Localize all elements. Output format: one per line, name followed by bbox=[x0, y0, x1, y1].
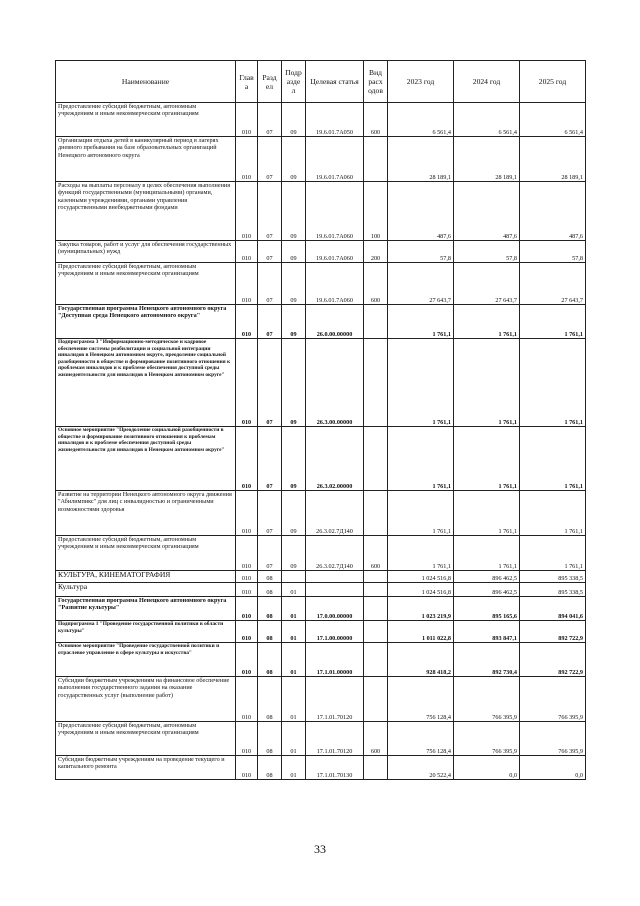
row-podrazdel: 09 bbox=[282, 263, 306, 305]
row-vid bbox=[364, 643, 388, 677]
row-vid: 100 bbox=[364, 182, 388, 241]
row-2024: 1 761,1 bbox=[454, 427, 520, 491]
row-name: Предоставление субсидий бюджетным, автономным учреждениям и иным некоммерческим организациям bbox=[56, 103, 236, 137]
row-glava: 010 bbox=[236, 536, 258, 571]
row-vid bbox=[364, 491, 388, 536]
row-podrazdel: 09 bbox=[282, 427, 306, 491]
table-row bbox=[56, 756, 586, 780]
row-glava: 010 bbox=[236, 756, 258, 780]
row-glava: 010 bbox=[236, 241, 258, 263]
row-vid bbox=[364, 756, 388, 780]
row-2025: 895 338,5 bbox=[520, 571, 586, 583]
header-glava: Глав а bbox=[236, 61, 258, 103]
row-2024: 1 761,1 bbox=[454, 305, 520, 339]
row-article: 26.3.02.7Д140 bbox=[306, 536, 364, 571]
row-2023: 1 761,1 bbox=[388, 305, 454, 339]
row-article: 19.6.01.7А050 bbox=[306, 103, 364, 137]
row-article: 17.1.01.70130 bbox=[306, 756, 364, 780]
row-glava: 010 bbox=[236, 597, 258, 621]
table-row bbox=[56, 103, 586, 137]
row-razdel: 07 bbox=[258, 241, 282, 263]
row-vid bbox=[364, 571, 388, 583]
row-vid bbox=[364, 621, 388, 643]
row-2023: 28 189,1 bbox=[388, 137, 454, 182]
row-razdel: 07 bbox=[258, 263, 282, 305]
row-vid: 600 bbox=[364, 722, 388, 756]
table-row bbox=[56, 339, 586, 427]
row-name: Закупка товаров, работ и услуг для обеспечения государственных (муниципальных) нужд bbox=[56, 241, 236, 263]
table-row bbox=[56, 722, 586, 756]
header-vid: Вид расх одов bbox=[364, 61, 388, 103]
row-article: 17.1.01.70120 bbox=[306, 722, 364, 756]
row-2024: 893 847,1 bbox=[454, 621, 520, 643]
row-podrazdel: 01 bbox=[282, 677, 306, 722]
row-article: 19.6.01.7А060 bbox=[306, 182, 364, 241]
row-2023: 1 024 516,8 bbox=[388, 583, 454, 597]
row-podrazdel: 09 bbox=[282, 491, 306, 536]
header-article: Целевая статья bbox=[306, 61, 364, 103]
row-name: Субсидии бюджетным учреждениям на финансовое обеспечение выполнения государственного задания на оказание государственных услуг (выполнение работ) bbox=[56, 677, 236, 722]
row-glava: 010 bbox=[236, 621, 258, 643]
row-2023: 487,6 bbox=[388, 182, 454, 241]
row-razdel: 07 bbox=[258, 182, 282, 241]
row-name: КУЛЬТУРА, КИНЕМАТОГРАФИЯ bbox=[56, 571, 236, 583]
row-razdel: 07 bbox=[258, 305, 282, 339]
row-razdel: 08 bbox=[258, 643, 282, 677]
row-podrazdel bbox=[282, 571, 306, 583]
row-2025: 487,6 bbox=[520, 182, 586, 241]
row-podrazdel: 09 bbox=[282, 536, 306, 571]
row-article: 26.3.00.00000 bbox=[306, 339, 364, 427]
row-razdel: 07 bbox=[258, 339, 282, 427]
row-glava: 010 bbox=[236, 427, 258, 491]
row-vid bbox=[364, 583, 388, 597]
row-vid: 600 bbox=[364, 263, 388, 305]
row-podrazdel: 09 bbox=[282, 241, 306, 263]
row-2024: 766 395,9 bbox=[454, 677, 520, 722]
row-2025: 27 643,7 bbox=[520, 263, 586, 305]
row-vid bbox=[364, 339, 388, 427]
row-2024: 892 730,4 bbox=[454, 643, 520, 677]
row-2025: 766 395,9 bbox=[520, 677, 586, 722]
row-2025: 1 761,1 bbox=[520, 305, 586, 339]
row-vid bbox=[364, 305, 388, 339]
row-2023: 928 418,2 bbox=[388, 643, 454, 677]
row-2024: 28 189,1 bbox=[454, 137, 520, 182]
table-row bbox=[56, 305, 586, 339]
row-razdel: 07 bbox=[258, 103, 282, 137]
table-row bbox=[56, 491, 586, 536]
row-article: 26.0.00.00000 bbox=[306, 305, 364, 339]
row-article bbox=[306, 583, 364, 597]
row-2023: 1 761,1 bbox=[388, 536, 454, 571]
row-2023: 1 761,1 bbox=[388, 491, 454, 536]
table-row bbox=[56, 427, 586, 491]
row-glava: 010 bbox=[236, 722, 258, 756]
row-glava: 010 bbox=[236, 305, 258, 339]
row-2024: 57,8 bbox=[454, 241, 520, 263]
header-2024: 2024 год bbox=[454, 61, 520, 103]
row-2024: 27 643,7 bbox=[454, 263, 520, 305]
row-podrazdel: 09 bbox=[282, 182, 306, 241]
row-razdel: 08 bbox=[258, 621, 282, 643]
row-glava: 010 bbox=[236, 182, 258, 241]
header-razdel: Разд ел bbox=[258, 61, 282, 103]
row-2025: 895 338,5 bbox=[520, 583, 586, 597]
row-podrazdel: 09 bbox=[282, 339, 306, 427]
row-2023: 6 561,4 bbox=[388, 103, 454, 137]
row-glava: 010 bbox=[236, 103, 258, 137]
table-row bbox=[56, 621, 586, 643]
row-2025: 1 761,1 bbox=[520, 491, 586, 536]
row-podrazdel: 01 bbox=[282, 756, 306, 780]
row-2025: 0,0 bbox=[520, 756, 586, 780]
row-glava: 010 bbox=[236, 643, 258, 677]
row-2023: 1 024 516,8 bbox=[388, 571, 454, 583]
row-razdel: 07 bbox=[258, 491, 282, 536]
table-row bbox=[56, 583, 586, 597]
row-2024: 1 761,1 bbox=[454, 491, 520, 536]
row-name: Культура bbox=[56, 583, 236, 597]
row-name: Предоставление субсидий бюджетным, автономным учреждениям и иным некоммерческим организациям bbox=[56, 536, 236, 571]
row-2025: 28 189,1 bbox=[520, 137, 586, 182]
row-article: 26.3.02.7Д140 bbox=[306, 491, 364, 536]
row-name: Предоставление субсидий бюджетным, автономным учреждениям и иным некоммерческим организациям bbox=[56, 722, 236, 756]
row-article: 19.6.01.7А060 bbox=[306, 241, 364, 263]
row-2024: 487,6 bbox=[454, 182, 520, 241]
row-article: 17.1.01.00000 bbox=[306, 643, 364, 677]
row-vid: 200 bbox=[364, 241, 388, 263]
row-podrazdel: 01 bbox=[282, 583, 306, 597]
row-2023: 1 011 022,8 bbox=[388, 621, 454, 643]
row-2023: 756 128,4 bbox=[388, 677, 454, 722]
table-row bbox=[56, 241, 586, 263]
row-razdel: 07 bbox=[258, 427, 282, 491]
row-name: Основное мероприятие "Проведение государственной политики и отраслевое управление в сфере культуры и искусства" bbox=[56, 643, 236, 677]
row-vid: 600 bbox=[364, 103, 388, 137]
row-name: Государственная программа Ненецкого автономного округа "Развитие культуры" bbox=[56, 597, 236, 621]
row-article: 17.0.00.00000 bbox=[306, 597, 364, 621]
row-name: Развитие на территории Ненецкого автономного округа движения "Абилимпикс" для лиц с инвалидностью и ограниченными возможностями здоровья bbox=[56, 491, 236, 536]
row-article: 19.6.01.7А060 bbox=[306, 137, 364, 182]
row-2025: 766 395,9 bbox=[520, 722, 586, 756]
row-glava: 010 bbox=[236, 137, 258, 182]
table-row bbox=[56, 677, 586, 722]
table-header-row bbox=[56, 61, 586, 103]
row-podrazdel: 01 bbox=[282, 643, 306, 677]
row-name: Организация отдыха детей в каникулярный период в лагерях дневного пребывания на базе образовательных организаций Ненецкого автономного округа bbox=[56, 137, 236, 182]
row-2023: 1 023 219,9 bbox=[388, 597, 454, 621]
row-razdel: 07 bbox=[258, 536, 282, 571]
header-2025: 2025 год bbox=[520, 61, 586, 103]
row-2024: 895 165,6 bbox=[454, 597, 520, 621]
row-2024: 896 462,5 bbox=[454, 571, 520, 583]
row-razdel: 07 bbox=[258, 137, 282, 182]
row-vid bbox=[364, 677, 388, 722]
table-row bbox=[56, 643, 586, 677]
row-2023: 756 128,4 bbox=[388, 722, 454, 756]
row-glava: 010 bbox=[236, 571, 258, 583]
table-row bbox=[56, 263, 586, 305]
row-2025: 892 722,9 bbox=[520, 643, 586, 677]
row-2025: 1 761,1 bbox=[520, 427, 586, 491]
row-2025: 1 761,1 bbox=[520, 536, 586, 571]
row-article: 17.1.00.00000 bbox=[306, 621, 364, 643]
row-name: Подпрограмма 3 "Информационно-методическое и кадровое обеспечение системы реабилитации и социальной интеграции инвалидов в Ненецком автономном округе, преодоление социальной разобщенности в обществе и формирование позитивного отношения к проблемам инвалидов и к проблеме обеспечения доступной среды жизнедеятельности для инвалидов в Ненецком автономном округе" bbox=[56, 339, 236, 427]
row-2024: 6 561,4 bbox=[454, 103, 520, 137]
row-glava: 010 bbox=[236, 677, 258, 722]
row-podrazdel: 01 bbox=[282, 597, 306, 621]
row-2024: 766 395,9 bbox=[454, 722, 520, 756]
header-podrazdel: Подр азде л bbox=[282, 61, 306, 103]
row-name: Подпрограмма 1 "Проведение государственной политики в области культуры" bbox=[56, 621, 236, 643]
page-number: 33 bbox=[314, 842, 326, 856]
header-name: Наименование bbox=[56, 61, 236, 103]
row-name: Субсидии бюджетным учреждениям на проведение текущего и капитального ремонта bbox=[56, 756, 236, 780]
row-2023: 27 643,7 bbox=[388, 263, 454, 305]
row-podrazdel: 09 bbox=[282, 103, 306, 137]
row-razdel: 08 bbox=[258, 677, 282, 722]
row-2025: 892 722,9 bbox=[520, 621, 586, 643]
row-2025: 894 041,6 bbox=[520, 597, 586, 621]
table-row bbox=[56, 536, 586, 571]
row-glava: 010 bbox=[236, 339, 258, 427]
row-name: Расходы на выплаты персоналу в целях обеспечения выполнения функций государственными (муниципальными) органами, казенными учреждениями, органами управления государственными внебюджетными фондами bbox=[56, 182, 236, 241]
row-2025: 6 561,4 bbox=[520, 103, 586, 137]
row-2025: 1 761,1 bbox=[520, 339, 586, 427]
row-vid bbox=[364, 427, 388, 491]
row-vid bbox=[364, 137, 388, 182]
row-article bbox=[306, 571, 364, 583]
table-row bbox=[56, 571, 586, 583]
row-article: 17.1.01.70120 bbox=[306, 677, 364, 722]
row-glava: 010 bbox=[236, 263, 258, 305]
table-row bbox=[56, 182, 586, 241]
row-podrazdel: 09 bbox=[282, 305, 306, 339]
row-glava: 010 bbox=[236, 491, 258, 536]
row-2023: 1 761,1 bbox=[388, 427, 454, 491]
row-vid bbox=[364, 597, 388, 621]
row-name: Государственная программа Ненецкого автономного округа "Доступная среда Ненецкого автономного округа" bbox=[56, 305, 236, 339]
row-name: Предоставление субсидий бюджетным, автономным учреждениям и иным некоммерческим организациям bbox=[56, 263, 236, 305]
row-2024: 0,0 bbox=[454, 756, 520, 780]
row-2025: 57,8 bbox=[520, 241, 586, 263]
row-podrazdel: 01 bbox=[282, 621, 306, 643]
row-2024: 1 761,1 bbox=[454, 536, 520, 571]
row-razdel: 08 bbox=[258, 583, 282, 597]
row-razdel: 08 bbox=[258, 722, 282, 756]
table-row bbox=[56, 137, 586, 182]
row-razdel: 08 bbox=[258, 597, 282, 621]
row-vid: 600 bbox=[364, 536, 388, 571]
row-razdel: 08 bbox=[258, 571, 282, 583]
row-podrazdel: 01 bbox=[282, 722, 306, 756]
row-glava: 010 bbox=[236, 583, 258, 597]
row-podrazdel: 09 bbox=[282, 137, 306, 182]
row-article: 26.3.02.00000 bbox=[306, 427, 364, 491]
row-2023: 20 522,4 bbox=[388, 756, 454, 780]
row-2024: 896 462,5 bbox=[454, 583, 520, 597]
budget-table bbox=[55, 60, 586, 780]
row-name: Основное мероприятие "Преодоление социальной разобщенности в обществе и формирование позитивного отношения к проблемам инвалидов и к проблеме обеспечения доступной среды жизнедеятельности для инвалидов в Ненецком автономном округе" bbox=[56, 427, 236, 491]
row-2023: 1 761,1 bbox=[388, 339, 454, 427]
row-article: 19.6.01.7А060 bbox=[306, 263, 364, 305]
row-razdel: 08 bbox=[258, 756, 282, 780]
table-row bbox=[56, 597, 586, 621]
row-2024: 1 761,1 bbox=[454, 339, 520, 427]
row-2023: 57,8 bbox=[388, 241, 454, 263]
header-2023: 2023 год bbox=[388, 61, 454, 103]
